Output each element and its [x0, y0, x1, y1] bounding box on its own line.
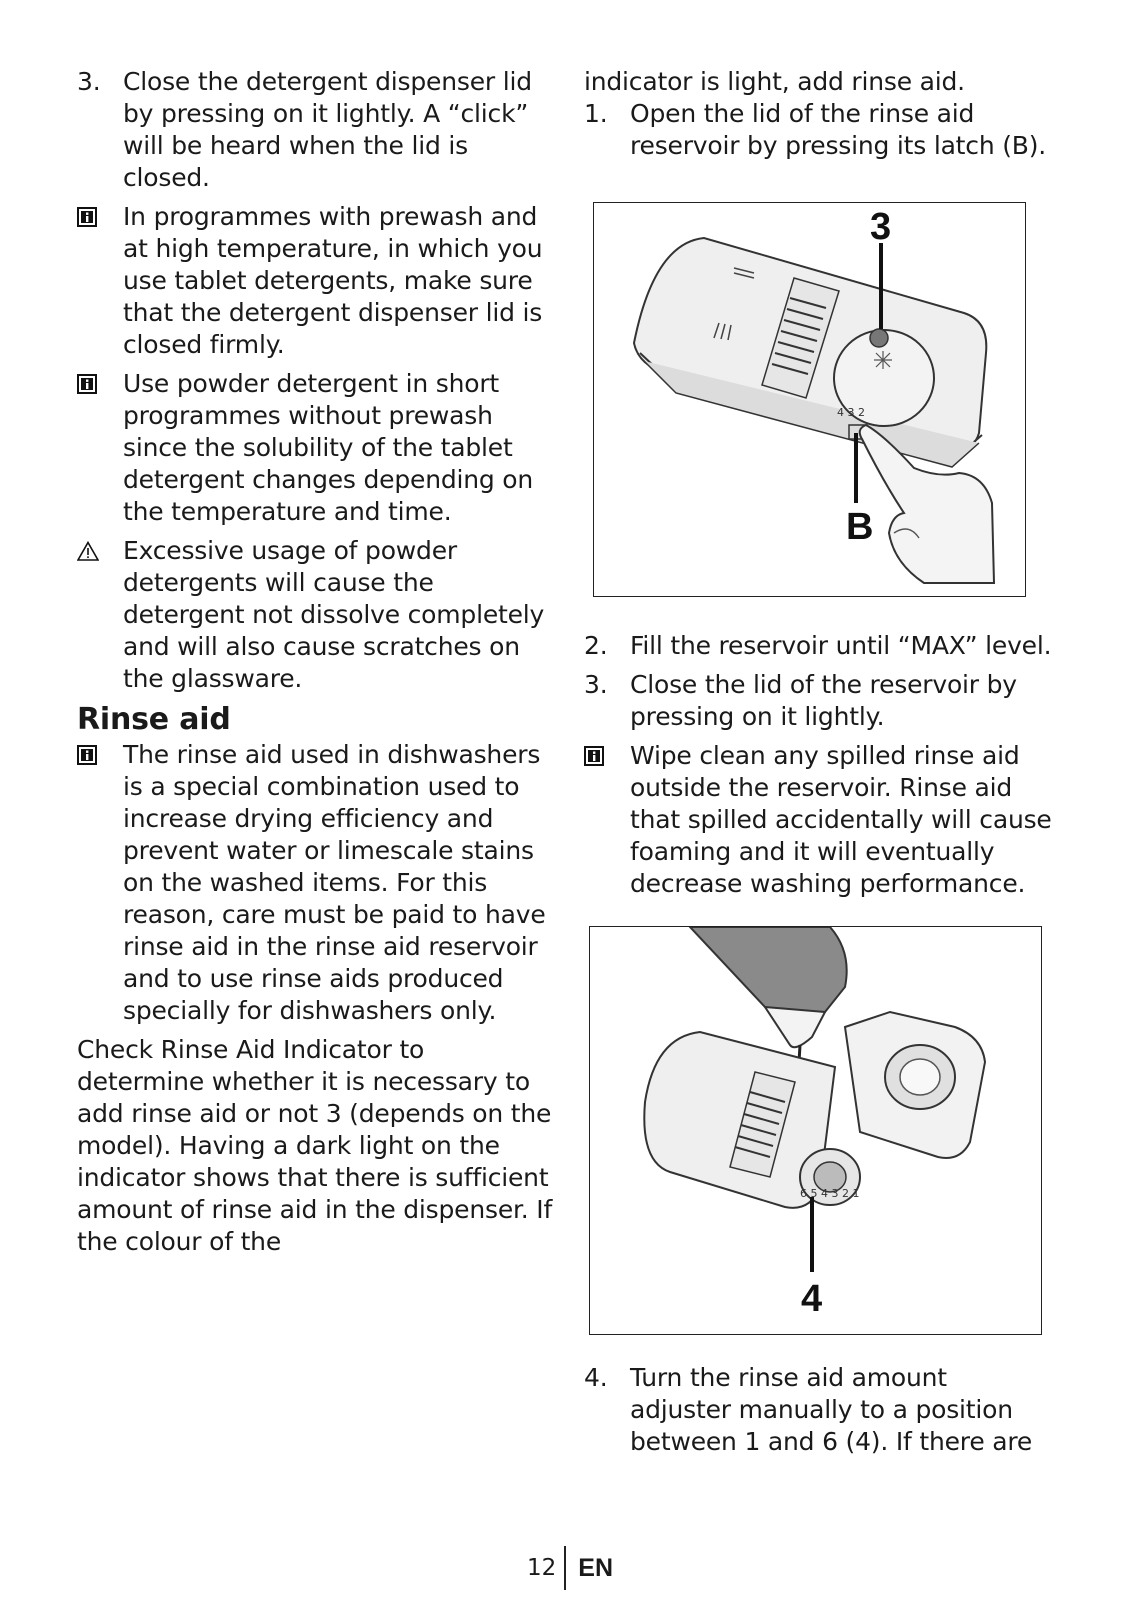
info-note-4: [584, 740, 1054, 900]
continuation-text: indicator is light, add rinse aid.: [584, 67, 965, 96]
step-3-item: [77, 66, 557, 194]
info-icon: [77, 745, 97, 765]
info-icon: [77, 374, 97, 394]
step-3-item: [584, 669, 1054, 733]
figure-filling-reservoir: [589, 926, 1042, 1335]
info-note-3: [77, 739, 557, 1027]
figure-1-label-3: 3: [870, 206, 892, 248]
info-icon: [584, 746, 604, 766]
figure-2-label-4: 4: [801, 1278, 823, 1320]
left-column: [77, 66, 557, 1266]
step-number: 3.: [77, 67, 101, 96]
step-2-item: [584, 630, 1054, 662]
figure-2-scale-digits: 6 5 4 3 2 1: [800, 1187, 860, 1200]
info-text: Use powder detergent in short programmes without prewash since the solubility of the tablet detergent changes depending on the temperature and time.: [123, 369, 534, 526]
filling-reservoir-illustration: [590, 927, 1041, 1334]
step-4-item: [584, 1362, 1054, 1458]
warning-note: [77, 535, 557, 695]
dispenser-latch-illustration: [594, 203, 1025, 596]
figure-1-label-b: B: [846, 506, 874, 548]
step-number: 3.: [584, 670, 608, 699]
warning-text: Excessive usage of powder detergents will cause the detergent not dissolve completely and will also cause scratches on the glassware.: [123, 536, 545, 693]
step-number: 1.: [584, 99, 608, 128]
right-column-bottom: [584, 1362, 1054, 1465]
info-text: Wipe clean any spilled rinse aid outside the reservoir. Rinse aid that spilled accidentally will cause foaming and it will eventually decrease washing performance.: [630, 741, 1052, 898]
step-text: Fill the reservoir until “MAX” level.: [630, 631, 1052, 660]
info-note-1: [77, 201, 557, 361]
page-footer: [527, 1545, 613, 1591]
figure-1-scale-digits: 4 3 2: [837, 406, 865, 419]
info-note-2: [77, 368, 557, 528]
rinse-aid-indicator-paragraph: Check Rinse Aid Indicator to determine whether it is necessary to add rinse aid or not 3 (depends on the model). Having a dark light on the indicator shows that there is sufficient amount of rinse aid in the dispenser. If the colour of the: [77, 1035, 553, 1256]
figure-dispenser-latch: [593, 202, 1026, 597]
step-number: 4.: [584, 1363, 608, 1392]
page-number: 12: [527, 1555, 557, 1581]
right-column-middle: [584, 630, 1054, 907]
step-number: 2.: [584, 631, 608, 660]
info-text: The rinse aid used in dishwashers is a special combination used to increase drying efficiency and prevent water or limescale stains on the washed items. For this reason, care must be paid to have rinse aid in the rinse aid reservoir and to use rinse aids produced specially for dishwashers only.: [123, 740, 546, 1025]
step-text: Open the lid of the rinse aid reservoir by pressing its latch (B).: [630, 99, 1047, 160]
info-icon: [77, 207, 97, 227]
step-text: Close the detergent dispenser lid by pressing on it lightly. A “click” will be heard when the lid is closed.: [123, 67, 532, 192]
warning-icon: [77, 541, 99, 561]
step-1-item: [584, 98, 1054, 162]
info-text: In programmes with prewash and at high temperature, in which you use tablet detergents, make sure that the detergent dispenser lid is closed firmly.: [123, 202, 543, 359]
step-text: Close the lid of the reservoir by pressing on it lightly.: [630, 670, 1017, 731]
language-code: EN: [578, 1553, 614, 1582]
section-heading-rinse-aid: Rinse aid: [77, 702, 231, 737]
right-column-top: [584, 66, 1054, 169]
step-text: Turn the rinse aid amount adjuster manually to a position between 1 and 6 (4). If there are: [630, 1363, 1033, 1456]
